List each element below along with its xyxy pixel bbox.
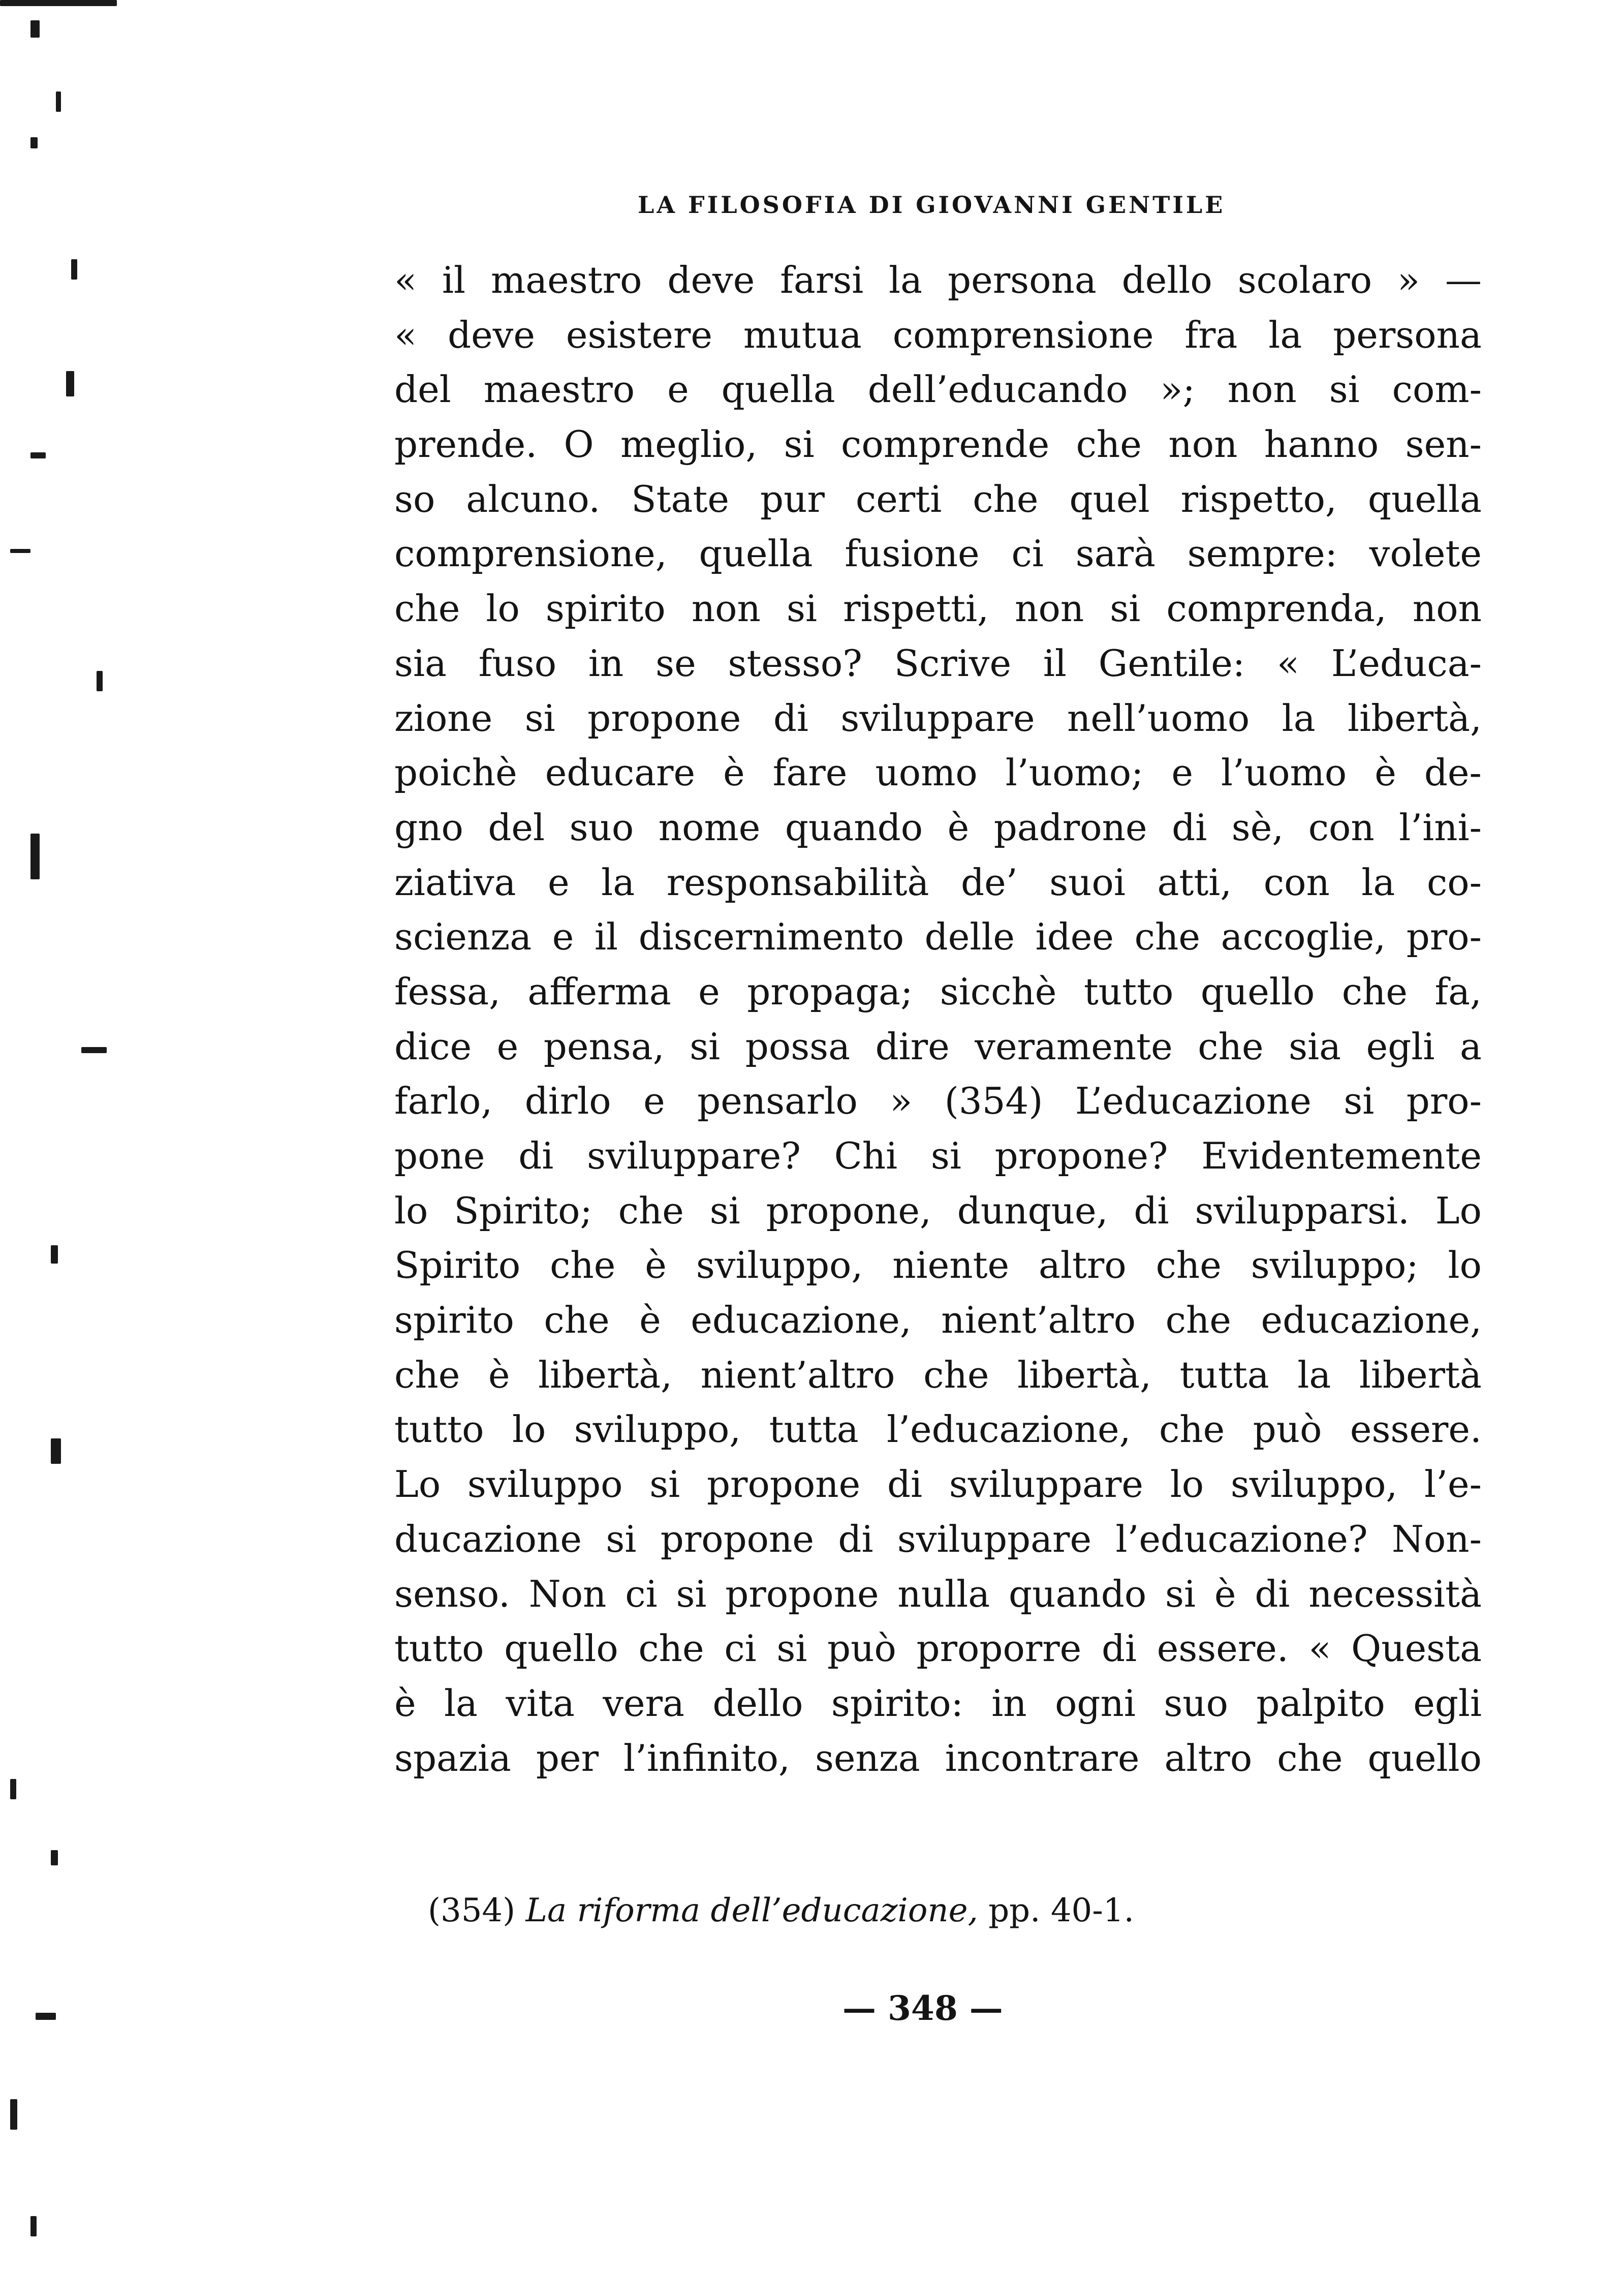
- text-line: poichè educare è fare uomo l’uomo; e l’uomo è de-: [394, 751, 1482, 794]
- text-line: spazia per l’infinito, senza incontrare altro che quello: [394, 1736, 1482, 1779]
- text-line: zione si propone di sviluppare nell’uomo la libertà,: [394, 696, 1482, 740]
- text-line: dice e pensa, si possa dire veramente che sia egli a: [394, 1025, 1482, 1068]
- body-text: [394, 253, 1482, 1786]
- text-line: spirito che è educazione, nient’altro che educazione,: [394, 1299, 1482, 1342]
- text-line: comprensione, quella fusione ci sarà sempre: volete: [394, 532, 1482, 575]
- text-line: lo Spirito; che si propone, dunque, di svilupparsi. Lo: [394, 1189, 1482, 1232]
- text-line: senso. Non ci si propone nulla quando si è di necessità: [394, 1572, 1482, 1615]
- text-line: tutto quello che ci si può proporre di essere. « Questa: [394, 1627, 1482, 1670]
- text-line: fessa, afferma e propaga; sicchè tutto quello che fa,: [394, 970, 1482, 1013]
- text-line: gno del suo nome quando è padrone di sè, con l’ini-: [394, 806, 1482, 849]
- text-line: del maestro e quella dell’educando »; non si com-: [394, 368, 1482, 411]
- text-line: farlo, dirlo e pensarlo » (354) L’educazione si pro-: [394, 1080, 1482, 1123]
- text-line: Spirito che è sviluppo, niente altro che sviluppo; lo: [394, 1244, 1482, 1287]
- text-line: « deve esistere mutua comprensione fra la persona: [394, 313, 1482, 356]
- text-line: Lo sviluppo si propone di sviluppare lo sviluppo, l’e-: [394, 1463, 1482, 1506]
- page-number: — 348 —: [842, 1988, 1003, 2028]
- footnote-title: La riforma dell’educazione,: [525, 1892, 978, 1929]
- text-line: pone di sviluppare? Chi si propone? Evidentemente: [394, 1134, 1482, 1177]
- text-line: sia fuso in se stesso? Scrive il Gentile: « L’educa-: [394, 641, 1482, 685]
- footnote-number: (354): [428, 1892, 516, 1929]
- text-line: tutto lo sviluppo, tutta l’educazione, che può essere.: [394, 1408, 1482, 1451]
- text-line: scienza e il discernimento delle idee che accoglie, pro-: [394, 915, 1482, 959]
- text-line: è la vita vera dello spirito: in ogni suo palpito egli: [394, 1681, 1482, 1725]
- text-line: ducazione si propone di sviluppare l’educazione? Non-: [394, 1517, 1482, 1560]
- text-line: « il maestro deve farsi la persona dello scolaro » —: [394, 259, 1482, 301]
- text-line: che lo spirito non si rispetti, non si comprenda, non: [394, 587, 1482, 630]
- text-line: so alcuno. State pur certi che quel rispetto, quella: [394, 477, 1482, 520]
- running-head: LA FILOSOFIA DI GIOVANNI GENTILE: [638, 191, 1226, 219]
- footnote: [428, 1892, 1134, 1929]
- footnote-pages: pp. 40-1.: [988, 1892, 1134, 1929]
- text-line: prende. O meglio, si comprende che non hanno sen-: [394, 423, 1482, 466]
- text-line: che è libertà, nient’altro che libertà, tutta la libertà: [394, 1353, 1482, 1396]
- text-line: ziativa e la responsabilità de’ suoi atti, con la co-: [394, 861, 1482, 904]
